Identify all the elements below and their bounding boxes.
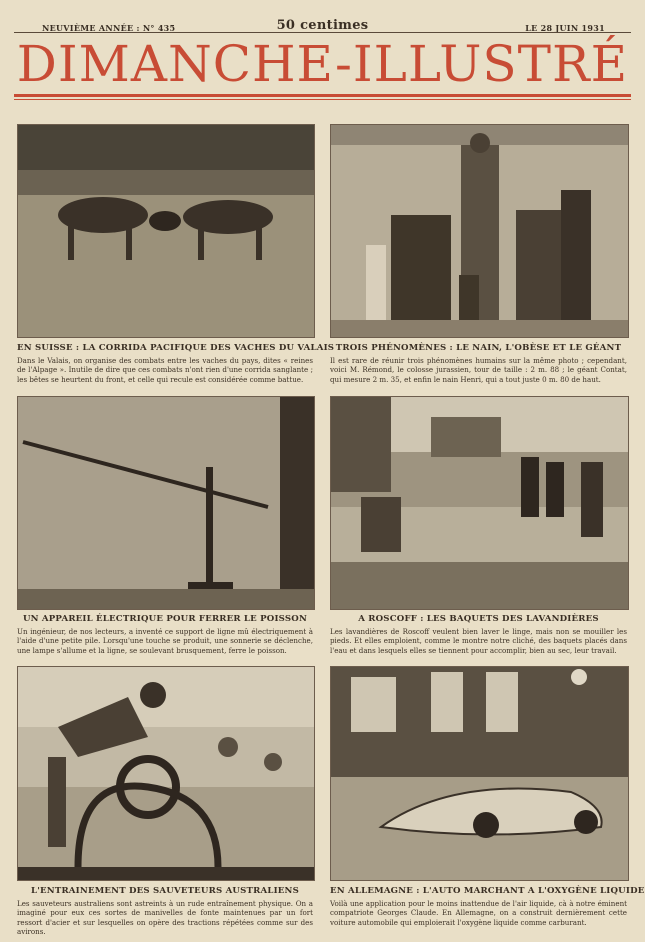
title-underline: [14, 94, 631, 97]
caption-1: EN SUISSE : LA CORRIDA PACIFIQUE DES VACHES DU VALAIS: [17, 343, 335, 353]
issue-date: LE 28 JUIN 1931: [525, 23, 605, 33]
body-3: Un ingénieur, de nos lecteurs, a inventé ce support de ligne mû électriquement à l'aide d'une petite pile. Lorsqu'une touche se produit, une sonnerie se déclenche, une lampe s'allume et la ligne, se soulevant brusquement, ferre le poisson.: [17, 627, 313, 655]
body-2: Il est rare de réunir trois phénomènes humains sur la même photo ; cependant, voici M. Rémond, le colosse jurassien, tour de taille : 2 m. 88 ; le géant Contat, qui mesure 2 m. 35, et enfin le nain Henri, qui a tout juste 0 m. 80 de haut.: [330, 356, 627, 384]
photo-roscoff-washerwomen: [330, 396, 629, 610]
masthead-rule: [14, 32, 631, 33]
title-underline-thin: [14, 99, 631, 100]
caption-2: TROIS PHÉNOMÈNES : LE NAIN, L'OBÈSE ET LE GÉANT: [335, 343, 622, 353]
body-6: Voilà une application pour le moins inattendue de l'air liquide, cà à notre éminent compatriote Georges Claude. En Allemagne, on a construit dernièrement cette voiture automobile qui emploierait l'oxygène liquide comme carburant.: [330, 899, 627, 927]
caption-3: UN APPAREIL ÉLECTRIQUE POUR FERRER LE POISSON: [22, 614, 308, 624]
newspaper-title: DIMANCHE-ILLUSTRÉ: [16, 35, 629, 93]
body-4: Les lavandières de Roscoff veulent bien laver le linge, mais non se mouiller les pieds. Et elles emploient, comme le montre notre cliché, des baquets placés dans l'eau et dans lesquels elles se tiennent pour accomplir, bien au sec, leur travail.: [330, 627, 627, 655]
caption-4: A ROSCOFF : LES BAQUETS DES LAVANDIÈRES: [358, 614, 599, 624]
caption-5: L'ENTRAINEMENT DES SAUVETEURS AUSTRALIENS: [30, 886, 300, 896]
photo-three-phenomena: [330, 124, 629, 338]
photo-liquid-oxygen-car: [330, 666, 629, 881]
body-5: Les sauveteurs australiens sont astreints à un rude entraînement physique. On a imaginé pour eux ces sortes de manivelles de fonte maintenues par un fort ressort d'acier et sur lesquelles on opère des tractions répétées comme sur des avirons.: [17, 899, 313, 936]
photo-cow-fight: [17, 124, 315, 338]
price: 50 centimes: [276, 18, 369, 33]
body-1: Dans le Valais, on organise des combats entre les vaches du pays, dites « reines de l'Alpage ». Inutile de dire que ces combats n'ont rien d'une corrida sanglante ; les bêtes se heurtent du front, et celle qui recule est considérée comme battue.: [17, 356, 313, 384]
photo-australian-lifeguards: [17, 666, 315, 881]
issue-number: NEUVIÈME ANNÉE : N° 435: [42, 23, 176, 33]
caption-6: EN ALLEMAGNE : L'AUTO MARCHANT A L'OXYGÈNE LIQUIDE: [330, 886, 645, 896]
photo-electric-fishing-device: [17, 396, 315, 610]
